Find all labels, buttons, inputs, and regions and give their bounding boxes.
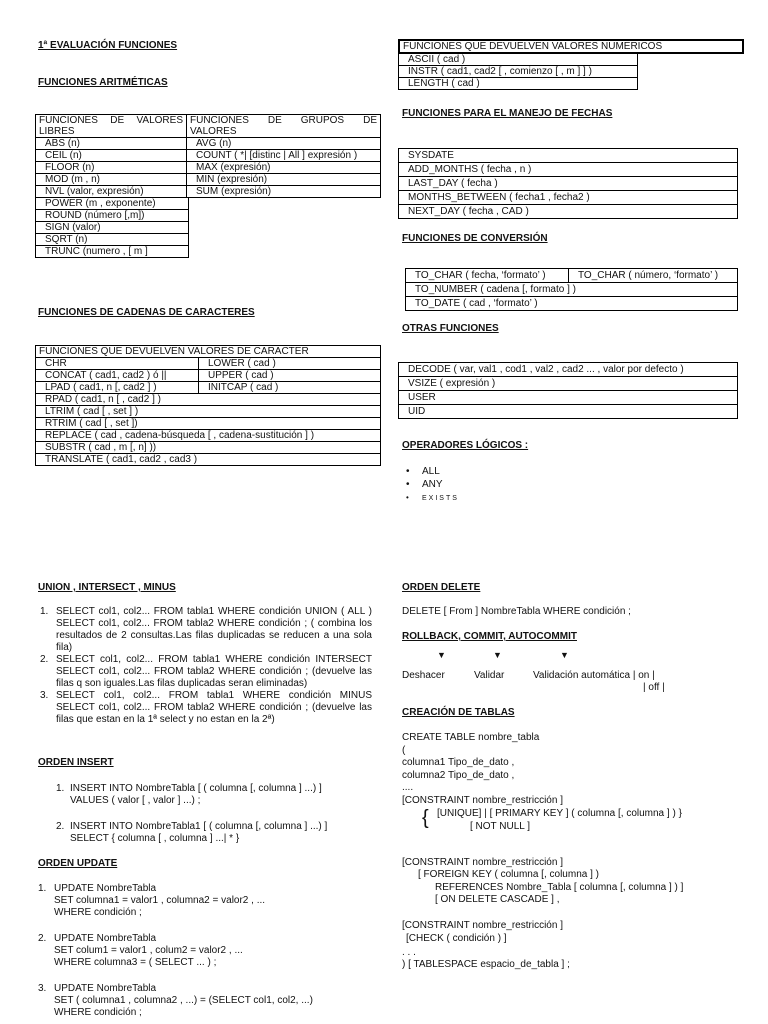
insert-list: 1. INSERT INTO NombreTabla [ ( columna [, columna ] ...) ] VALUES ( valor [ , valor ] ...) ; 2. INSERT INTO NombreTabla1 [ ( columna [, columna ] ...) ] SELECT { columna [ , columna ] ...| * } [38, 783, 378, 845]
aritmeticas-heading: FUNCIONES ARITMÉTICAS [38, 77, 168, 88]
operadores-list [402, 465, 459, 505]
brace-icon: { [422, 807, 429, 829]
aritmeticas-table [35, 114, 381, 258]
insert-item1-line2: VALUES ( valor [ , valor ] ...) ; [70, 795, 201, 806]
creacion-line: CREATE TABLE nombre_tabla [402, 732, 540, 743]
arit-grupo-cell: COUNT ( *| [distinc | All ] expresión ) [187, 150, 381, 162]
creacion-line: ( [402, 745, 406, 756]
union-item-text: SELECT col1, col2... FROM tabla1 WHERE condición UNION ( ALL ) SELECT col1, col2... FROM tabla2 WHERE condición ; ( combina los resultados de 2 consultas.Las filas duplicadas se reducen a una sola fila) [56, 606, 372, 653]
update2-line3: WHERE columna3 = ( SELECT ... ) ; [54, 957, 217, 968]
creacion-line: [CHECK ( condición ) ] [406, 933, 507, 944]
cadenas-header: FUNCIONES QUE DEVUELVEN VALORES DE CARACTER [36, 346, 381, 358]
creacion-line: REFERENCES Nombre_Tabla [ columna [, columna ] ) ] [435, 882, 684, 893]
fecha-cell: ADD_MONTHS ( fecha , n ) [399, 163, 738, 177]
commit-label: Validar [474, 670, 505, 681]
creacion-line: [ ON DELETE CASCADE ] , [435, 894, 560, 905]
numerico-cell: LENGTH ( cad ) [399, 78, 638, 90]
creacion-line: columna2 Tipo_de_dato , [402, 770, 515, 781]
update1-line3: WHERE condición ; [54, 907, 142, 918]
autocommit-label: Validación automática | on | [533, 670, 655, 681]
union-list [38, 606, 372, 726]
list-item: 2. SELECT col1, col2... FROM tabla1 WHERE condición INTERSECT SELECT col1, col2... FROM tabla2 WHERE condición ; (devuelve las filas q son iguales.Las filas duplicadas seran eliminadas) [40, 654, 372, 689]
creacion-line: columna1 Tipo_de_dato , [402, 757, 515, 768]
cadena-cell: RPAD ( cad1, n [ , cad2 ] ) [36, 394, 381, 406]
insert-item1-line1: INSERT INTO NombreTabla [ ( columna [, columna ] ...) ] [70, 783, 322, 794]
numericos-header: FUNCIONES QUE DEVUELVEN VALORES NUMERICOS [399, 40, 743, 53]
creacion-line: [UNIQUE] | [ PRIMARY KEY ] ( columna [, columna ] ) } [437, 808, 682, 819]
arit-libre-cell: POWER (m , exponente) [36, 198, 189, 210]
otras-cell: VSIZE ( expresión ) [399, 377, 738, 391]
delete-text: DELETE [ From ] NombreTabla WHERE condición ; [402, 606, 631, 617]
arit-libre-cell: ROUND (número [,m]) [36, 210, 189, 222]
update1-line2: SET columna1 = valor1 , columna2 = valor2 , ... [54, 895, 266, 906]
aritmeticas-col1-header: FUNCIONES DE VALORES LIBRES [36, 115, 187, 138]
update2-line2: SET colum1 = valor1 , colum2 = valor2 , ... [54, 945, 243, 956]
arrow-down-icon: ▼ [560, 650, 569, 660]
conversion-cell: TO_CHAR ( fecha, ‘formato’ ) [406, 269, 569, 283]
fechas-heading: FUNCIONES PARA EL MANEJO DE FECHAS [402, 108, 613, 119]
arit-libre-cell: MOD (m , n) [36, 174, 187, 186]
creacion-line: . . . [402, 947, 416, 958]
update1-line1: UPDATE NombreTabla [54, 883, 157, 894]
update3-line1: UPDATE NombreTabla [54, 983, 157, 994]
otras-table [398, 362, 738, 419]
delete-heading: ORDEN DELETE [402, 582, 481, 593]
arit-grupo-cell: MAX (expresión) [187, 162, 381, 174]
conversion-table [405, 268, 738, 311]
conversion-heading: FUNCIONES DE CONVERSIÓN [402, 233, 548, 244]
cadena-cell: RTRIM ( cad [ , set ]) [36, 418, 381, 430]
rollback-heading: ROLLBACK, COMMIT, AUTOCOMMIT [402, 631, 577, 642]
update3-line3: WHERE condición ; [54, 1007, 142, 1018]
creacion-line: [ NOT NULL ] [470, 821, 531, 832]
cadenas-table [35, 345, 381, 466]
autocommit-off-label: | off | [643, 682, 665, 693]
creacion-line: [CONSTRAINT nombre_restricción ] [402, 920, 563, 931]
list-item: 3. SELECT col1, col2... FROM tabla1 WHERE condición MINUS SELECT col1, col2... FROM tabla2 WHERE condición ; (devuelve las filas que estan en la 1ª select y no estan en la 2ª) [40, 690, 372, 725]
numericos-table [398, 39, 744, 90]
arit-grupo-cell: SUM (expresión) [187, 186, 381, 198]
numerico-cell: ASCII ( cad ) [399, 54, 638, 66]
fecha-cell: LAST_DAY ( fecha ) [399, 177, 738, 191]
arit-libre-cell: TRUNC (numero , [ m ] [36, 246, 189, 258]
insert-item2-line2: SELECT { columna [ , columna ] ...| * } [70, 833, 240, 844]
creacion-line: ) [ TABLESPACE espacio_de_tabla ] ; [402, 959, 570, 970]
cadena-cell: LOWER ( cad ) [199, 358, 381, 370]
rollback-label: Deshacer [402, 670, 445, 681]
creacion-heading: CREACIÓN DE TABLAS [402, 707, 515, 718]
creacion-line: [CONSTRAINT nombre_restricción ] [402, 857, 563, 868]
cadena-cell: LPAD ( cad1, n [, cad2 ] ) [36, 382, 199, 394]
list-item: • ANY [406, 479, 443, 490]
update3-line2: SET ( columna1 , columna2 , ...) = (SELECT col1, col2, ...) [54, 995, 313, 1006]
otras-heading: OTRAS FUNCIONES [402, 323, 499, 334]
conversion-cell: TO_DATE ( cad , ‘formato’ ) [406, 297, 738, 311]
operador-all: ALL [422, 466, 440, 477]
otras-cell: USER [399, 391, 738, 405]
otras-cell: DECODE ( var, val1 , cod1 , val2 , cad2 ... , valor por defecto ) [399, 363, 738, 377]
numerico-cell: INSTR ( cad1, cad2 [ , comienzo [ , m ] ] ) [399, 66, 638, 78]
otras-cell: UID [399, 405, 738, 419]
operador-exists: EXISTS [422, 495, 459, 502]
arit-libre-cell: FLOOR (n) [36, 162, 187, 174]
operador-any: ANY [422, 479, 443, 490]
minus-item-text: SELECT col1, col2... FROM tabla1 WHERE condición MINUS SELECT col1, col2... FROM tabla2 WHERE condición ; (devuelve las filas que estan en la 1ª select y no estan en la 2ª) [56, 690, 372, 725]
page-title: 1ª EVALUACIÓN FUNCIONES [38, 40, 178, 51]
arit-libre-cell: ABS (n) [36, 138, 187, 150]
cadena-cell: INITCAP ( cad ) [199, 382, 381, 394]
creacion-line: .... [402, 782, 414, 793]
cadenas-heading: FUNCIONES DE CADENAS DE CARACTERES [38, 307, 255, 318]
fecha-cell: MONTHS_BETWEEN ( fecha1 , fecha2 ) [399, 191, 738, 205]
creacion-line: [CONSTRAINT nombre_restricción ] [402, 795, 563, 806]
conversion-cell: TO_NUMBER ( cadena [, formato ] ) [406, 283, 738, 297]
cadena-cell: REPLACE ( cad , cadena-búsqueda [ , cadena-sustitución ] ) [36, 430, 381, 442]
cadena-cell: CONCAT ( cad1, cad2 ) ó || [36, 370, 199, 382]
list-item: • ALL [406, 466, 440, 477]
cadena-cell: UPPER ( cad ) [199, 370, 381, 382]
list-item: • EXISTS [406, 493, 459, 502]
cadena-cell: TRANSLATE ( cad1, cad2 , cad3 ) [36, 454, 381, 466]
insert-item2-line1: INSERT INTO NombreTabla1 [ ( columna [, columna ] ...) ] [70, 821, 328, 832]
arrow-down-icon: ▼ [437, 650, 446, 660]
arit-libre-cell: SQRT (n) [36, 234, 189, 246]
fechas-table [398, 148, 738, 219]
arit-libre-cell: CEIL (n) [36, 150, 187, 162]
conversion-cell: TO_CHAR ( número, ‘formato’ ) [569, 269, 738, 283]
arrow-down-icon: ▼ [493, 650, 502, 660]
arit-libre-cell: NVL (valor, expresión) [36, 186, 187, 198]
cadena-cell: SUBSTR ( cad , m [, n] )) [36, 442, 381, 454]
creacion-line: [ FOREIGN KEY ( columna [, columna ] ) [418, 869, 599, 880]
arit-grupo-cell: AVG (n) [187, 138, 381, 150]
insert-heading: ORDEN INSERT [38, 757, 114, 768]
fecha-cell: SYSDATE [399, 149, 738, 163]
fecha-cell: NEXT_DAY ( fecha , CAD ) [399, 205, 738, 219]
update-heading: ORDEN UPDATE [38, 858, 118, 869]
operadores-heading: OPERADORES LÓGICOS : [402, 440, 529, 451]
arit-libre-cell: SIGN (valor) [36, 222, 189, 234]
list-item: 1. SELECT col1, col2... FROM tabla1 WHERE condición UNION ( ALL ) SELECT col1, col2... FROM tabla2 WHERE condición ; ( combina los resultados de 2 consultas.Las filas duplicadas se reducen a una sola fila) [40, 606, 372, 653]
arit-grupo-cell: MIN (expresión) [187, 174, 381, 186]
update-list: 1. UPDATE NombreTabla SET columna1 = valor1 , columna2 = valor2 , ... WHERE condición ; 2. UPDATE NombreTabla SET colum1 = valor1 , colum2 = valor2 , ... WHERE columna3 = ( SELECT ... ) ; 3. UPDATE NombreTabla SET ( columna1 , columna2 , ...) = (SELECT col1, col2, ...) WHERE condición ; [38, 883, 378, 1019]
aritmeticas-col2-header: FUNCIONES DE GRUPOS DE VALORES [187, 115, 381, 138]
union-heading: UNION , INTERSECT , MINUS [38, 582, 176, 593]
cadena-cell: LTRIM ( cad [ , set ] ) [36, 406, 381, 418]
cadena-cell: CHR [36, 358, 199, 370]
intersect-item-text: SELECT col1, col2... FROM tabla1 WHERE condición INTERSECT SELECT col1, col2... FROM tabla2 WHERE condición ; (devuelve las filas q son iguales.Las filas duplicadas seran eliminadas) [56, 654, 372, 689]
update2-line1: UPDATE NombreTabla [54, 933, 157, 944]
